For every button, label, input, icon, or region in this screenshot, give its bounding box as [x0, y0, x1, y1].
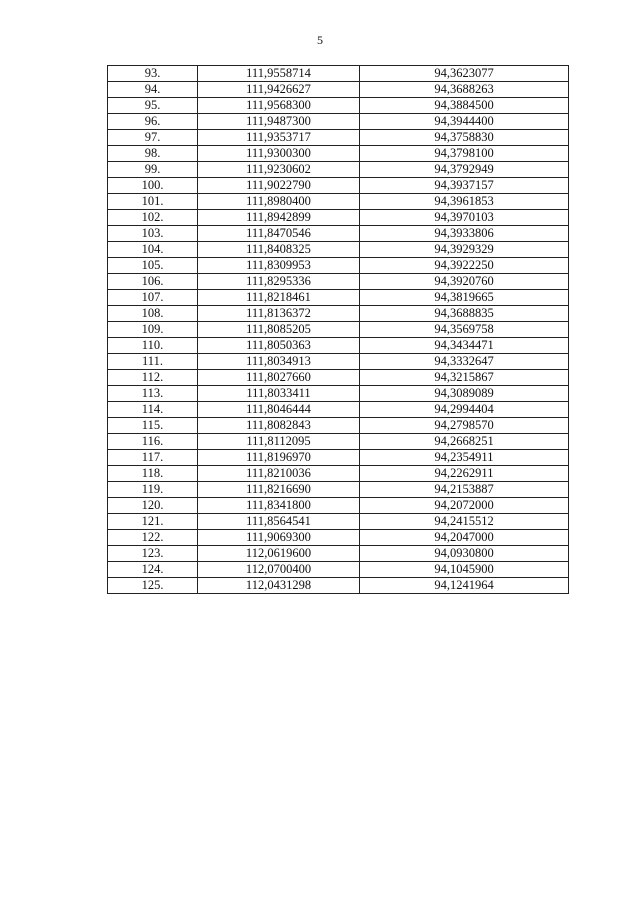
x-coordinate-cell: 111,8085205 [198, 322, 360, 338]
y-coordinate-cell: 94,2994404 [360, 402, 569, 418]
table-row [108, 66, 569, 82]
table-row [108, 162, 569, 178]
y-coordinate-cell: 94,2262911 [360, 466, 569, 482]
table-row [108, 434, 569, 450]
x-coordinate-cell: 111,8136372 [198, 306, 360, 322]
y-coordinate-cell: 94,2354911 [360, 450, 569, 466]
x-coordinate-cell: 111,9022790 [198, 178, 360, 194]
point-number-cell: 112. [108, 370, 198, 386]
x-coordinate-cell: 111,8033411 [198, 386, 360, 402]
y-coordinate-cell: 94,3089089 [360, 386, 569, 402]
y-coordinate-cell: 94,3884500 [360, 98, 569, 114]
point-number-cell: 113. [108, 386, 198, 402]
y-coordinate-cell: 94,3944400 [360, 114, 569, 130]
x-coordinate-cell: 111,8309953 [198, 258, 360, 274]
y-coordinate-cell: 94,3920760 [360, 274, 569, 290]
y-coordinate-cell: 94,3688263 [360, 82, 569, 98]
x-coordinate-cell: 111,8470546 [198, 226, 360, 242]
point-number-cell: 104. [108, 242, 198, 258]
table-row [108, 514, 569, 530]
point-number-cell: 116. [108, 434, 198, 450]
table-row [108, 322, 569, 338]
point-number-cell: 121. [108, 514, 198, 530]
table-row [108, 370, 569, 386]
y-coordinate-cell: 94,3819665 [360, 290, 569, 306]
x-coordinate-cell: 111,9558714 [198, 66, 360, 82]
y-coordinate-cell: 94,3569758 [360, 322, 569, 338]
y-coordinate-cell: 94,2153887 [360, 482, 569, 498]
x-coordinate-cell: 111,8082843 [198, 418, 360, 434]
point-number-cell: 100. [108, 178, 198, 194]
point-number-cell: 103. [108, 226, 198, 242]
y-coordinate-cell: 94,1045900 [360, 562, 569, 578]
table-row [108, 402, 569, 418]
x-coordinate-cell: 111,9487300 [198, 114, 360, 130]
table-row [108, 450, 569, 466]
table-row [108, 226, 569, 242]
point-number-cell: 110. [108, 338, 198, 354]
x-coordinate-cell: 111,9069300 [198, 530, 360, 546]
x-coordinate-cell: 111,8295336 [198, 274, 360, 290]
x-coordinate-cell: 111,8564541 [198, 514, 360, 530]
x-coordinate-cell: 111,9300300 [198, 146, 360, 162]
point-number-cell: 99. [108, 162, 198, 178]
y-coordinate-cell: 94,2415512 [360, 514, 569, 530]
point-number-cell: 125. [108, 578, 198, 594]
y-coordinate-cell: 94,3688835 [360, 306, 569, 322]
x-coordinate-cell: 111,8112095 [198, 434, 360, 450]
y-coordinate-cell: 94,3961853 [360, 194, 569, 210]
x-coordinate-cell: 111,9426627 [198, 82, 360, 98]
table-row [108, 546, 569, 562]
point-number-cell: 109. [108, 322, 198, 338]
point-number-cell: 101. [108, 194, 198, 210]
point-number-cell: 97. [108, 130, 198, 146]
y-coordinate-cell: 94,1241964 [360, 578, 569, 594]
y-coordinate-cell: 94,0930800 [360, 546, 569, 562]
point-number-cell: 105. [108, 258, 198, 274]
y-coordinate-cell: 94,3970103 [360, 210, 569, 226]
y-coordinate-cell: 94,3933806 [360, 226, 569, 242]
point-number-cell: 119. [108, 482, 198, 498]
point-number-cell: 96. [108, 114, 198, 130]
table-row [108, 530, 569, 546]
x-coordinate-cell: 111,8218461 [198, 290, 360, 306]
x-coordinate-cell: 111,9230602 [198, 162, 360, 178]
table-row [108, 146, 569, 162]
table-row [108, 386, 569, 402]
x-coordinate-cell: 111,8046444 [198, 402, 360, 418]
x-coordinate-cell: 111,8942899 [198, 210, 360, 226]
table-row [108, 258, 569, 274]
y-coordinate-cell: 94,3798100 [360, 146, 569, 162]
x-coordinate-cell: 112,0700400 [198, 562, 360, 578]
x-coordinate-cell: 111,8341800 [198, 498, 360, 514]
table-row [108, 114, 569, 130]
x-coordinate-cell: 111,9568300 [198, 98, 360, 114]
x-coordinate-cell: 112,0619600 [198, 546, 360, 562]
table-row [108, 242, 569, 258]
x-coordinate-cell: 111,8196970 [198, 450, 360, 466]
x-coordinate-cell: 111,8216690 [198, 482, 360, 498]
y-coordinate-cell: 94,3623077 [360, 66, 569, 82]
table-row [108, 194, 569, 210]
point-number-cell: 108. [108, 306, 198, 322]
x-coordinate-cell: 111,8050363 [198, 338, 360, 354]
point-number-cell: 102. [108, 210, 198, 226]
x-coordinate-cell: 111,8408325 [198, 242, 360, 258]
page-number: 5 [317, 33, 323, 47]
point-number-cell: 118. [108, 466, 198, 482]
x-coordinate-cell: 112,0431298 [198, 578, 360, 594]
point-number-cell: 124. [108, 562, 198, 578]
y-coordinate-cell: 94,3332647 [360, 354, 569, 370]
coordinates-table [107, 65, 569, 594]
x-coordinate-cell: 111,8980400 [198, 194, 360, 210]
table-row [108, 178, 569, 194]
table-row [108, 130, 569, 146]
y-coordinate-cell: 94,3937157 [360, 178, 569, 194]
y-coordinate-cell: 94,2798570 [360, 418, 569, 434]
point-number-cell: 95. [108, 98, 198, 114]
table-row [108, 338, 569, 354]
table-row [108, 498, 569, 514]
y-coordinate-cell: 94,3758830 [360, 130, 569, 146]
y-coordinate-cell: 94,2668251 [360, 434, 569, 450]
x-coordinate-cell: 111,8027660 [198, 370, 360, 386]
y-coordinate-cell: 94,3922250 [360, 258, 569, 274]
table-row [108, 578, 569, 594]
x-coordinate-cell: 111,8034913 [198, 354, 360, 370]
point-number-cell: 115. [108, 418, 198, 434]
point-number-cell: 98. [108, 146, 198, 162]
coordinates-table-body [108, 66, 569, 594]
point-number-cell: 123. [108, 546, 198, 562]
x-coordinate-cell: 111,9353717 [198, 130, 360, 146]
table-row [108, 562, 569, 578]
point-number-cell: 93. [108, 66, 198, 82]
table-row [108, 98, 569, 114]
point-number-cell: 107. [108, 290, 198, 306]
point-number-cell: 114. [108, 402, 198, 418]
y-coordinate-cell: 94,3929329 [360, 242, 569, 258]
point-number-cell: 106. [108, 274, 198, 290]
table-row [108, 354, 569, 370]
y-coordinate-cell: 94,2072000 [360, 498, 569, 514]
point-number-cell: 122. [108, 530, 198, 546]
table-row [108, 418, 569, 434]
point-number-cell: 94. [108, 82, 198, 98]
table-row [108, 274, 569, 290]
table-row [108, 290, 569, 306]
y-coordinate-cell: 94,2047000 [360, 530, 569, 546]
point-number-cell: 117. [108, 450, 198, 466]
table-row [108, 466, 569, 482]
y-coordinate-cell: 94,3792949 [360, 162, 569, 178]
y-coordinate-cell: 94,3215867 [360, 370, 569, 386]
table-row [108, 82, 569, 98]
y-coordinate-cell: 94,3434471 [360, 338, 569, 354]
x-coordinate-cell: 111,8210036 [198, 466, 360, 482]
point-number-cell: 120. [108, 498, 198, 514]
point-number-cell: 111. [108, 354, 198, 370]
table-row [108, 306, 569, 322]
table-row [108, 482, 569, 498]
table-row [108, 210, 569, 226]
